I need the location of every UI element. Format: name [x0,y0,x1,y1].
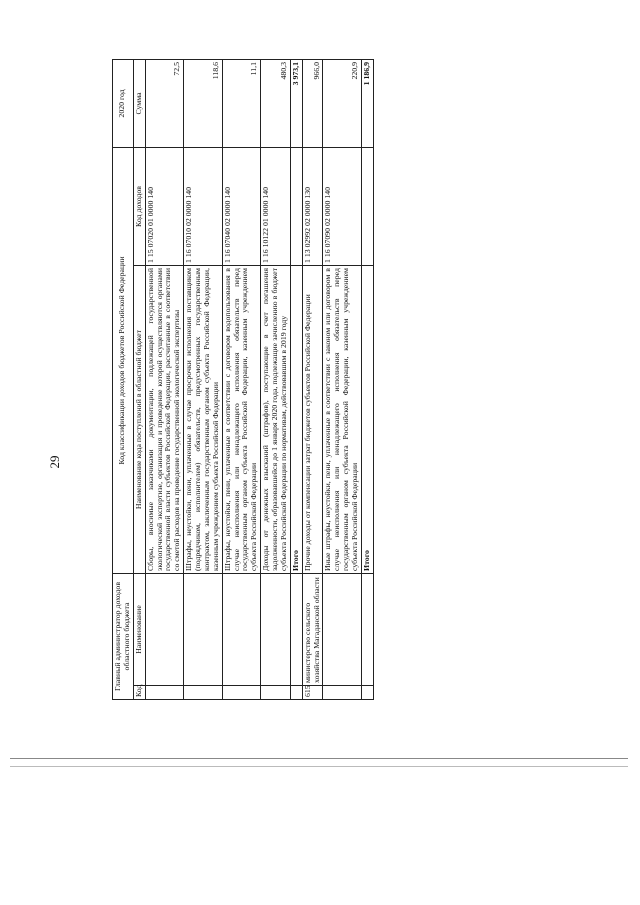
table-row [145,59,184,699]
row-admin-name [145,574,184,686]
row-code: 615 [302,686,323,700]
row-code [261,686,291,700]
row-code [184,686,223,700]
row-admin-name: министерство сельского хозяйства Магаданской области [302,574,323,686]
header-year: 2020 год [113,59,134,147]
row-description: Сборы, вносимые заказчиками документации, подлежащей государственной экологической экспертизе, организация и проведение которой осуществляются органами государственной власти субъектов Российской Федерации, рассчитанные в соответствии со сметой расходов на проведение государственной экологической экспертизы [145,266,184,574]
row-description: Доходы от денежных взысканий (штрафов), поступающие в счет погашения задолженности, образовавшейся до 1 января 2020 года, подлежащие зачислению в бюджет субъекта Российской Федерации по нормативам, действовавшим в 2019 году [261,266,291,574]
row-description: Штрафы, неустойки, пени, уплаченные в случае просрочки исполнения поставщиком (подрядчиком, исполнителем) обязательств, предусмотренных государственным контрактом, заключенным государственным органом субъекта Российской Федерации, казенным учреждением субъекта Российской Федерации [184,266,223,574]
header-sum: Сумма [133,59,145,147]
row-income-code: 1 16 10122 01 0000 140 [261,147,291,265]
row-income-code: 1 15 07020 01 0000 140 [145,147,184,265]
header-name: Наименование [133,574,145,686]
row-code [222,686,261,700]
row-description: Иные штрафы, неустойки, пени, уплаченные в соответствии с законом или договором в случае неисполнения или ненадлежащего исполнения обязательств перед государственным органом субъекта Российской Федерации, казенным учреждением субъекта Российской Федерации [323,266,362,574]
row-code [323,686,362,700]
table-row [261,59,291,699]
row-description: Штрафы, неустойки, пени, уплаченные в соответствии с договором водопользования в случае неисполнения или ненадлежащего исполнения обязательств перед государственным органом субъекта Российской Федерации, казенным учреждением субъекта Российской Федерации [222,266,261,574]
total-admin-cell [361,574,373,686]
total-row [361,59,373,699]
header-income-code: Код доходов [133,147,145,265]
row-description: Прочие доходы от компенсации затрат бюджетов субъектов Российской Федерации [302,266,323,574]
row-sum: 11,1 [222,59,261,147]
total-sum: 3 973,1 [290,59,302,147]
total-admin-cell [290,574,302,686]
rotated-table-container [112,60,518,700]
row-sum: 72,5 [145,59,184,147]
total-code-cell [361,686,373,700]
row-sum: 966,0 [302,59,323,147]
page-divider [10,766,628,767]
header-classification-group: Код классификации доходов бюджетов Российской Федерации [113,147,134,573]
row-admin-name [222,574,261,686]
row-income-code: 1 16 07040 02 0000 140 [222,147,261,265]
header-code: Код [133,686,145,700]
total-code-cell [290,686,302,700]
total-label: Итого [290,266,302,574]
row-sum: 480,3 [261,59,291,147]
row-sum: 220,9 [323,59,362,147]
row-income-code: 1 16 07010 02 0000 140 [184,147,223,265]
table-row [184,59,223,699]
page-divider [10,758,628,759]
table-row [222,59,261,699]
income-classification-table [112,59,374,700]
row-admin-name [323,574,362,686]
header-admin-group: Главный администратор доходов областного бюджета [113,574,134,700]
row-admin-name [184,574,223,686]
total-kbk-cell [361,147,373,265]
total-row [290,59,302,699]
row-income-code: 1 13 02992 02 0000 130 [302,147,323,265]
total-kbk-cell [290,147,302,265]
row-income-code: 1 16 07090 02 0000 140 [323,147,362,265]
row-code [145,686,184,700]
row-sum: 118,6 [184,59,223,147]
table-row [302,59,323,699]
total-sum: 1 186,9 [361,59,373,147]
page-number: 29 [47,455,62,469]
row-admin-name [261,574,291,686]
table-row [323,59,362,699]
header-income-name: Наименование кода поступлений в областной бюджет [133,266,145,574]
total-label: Итого [361,266,373,574]
